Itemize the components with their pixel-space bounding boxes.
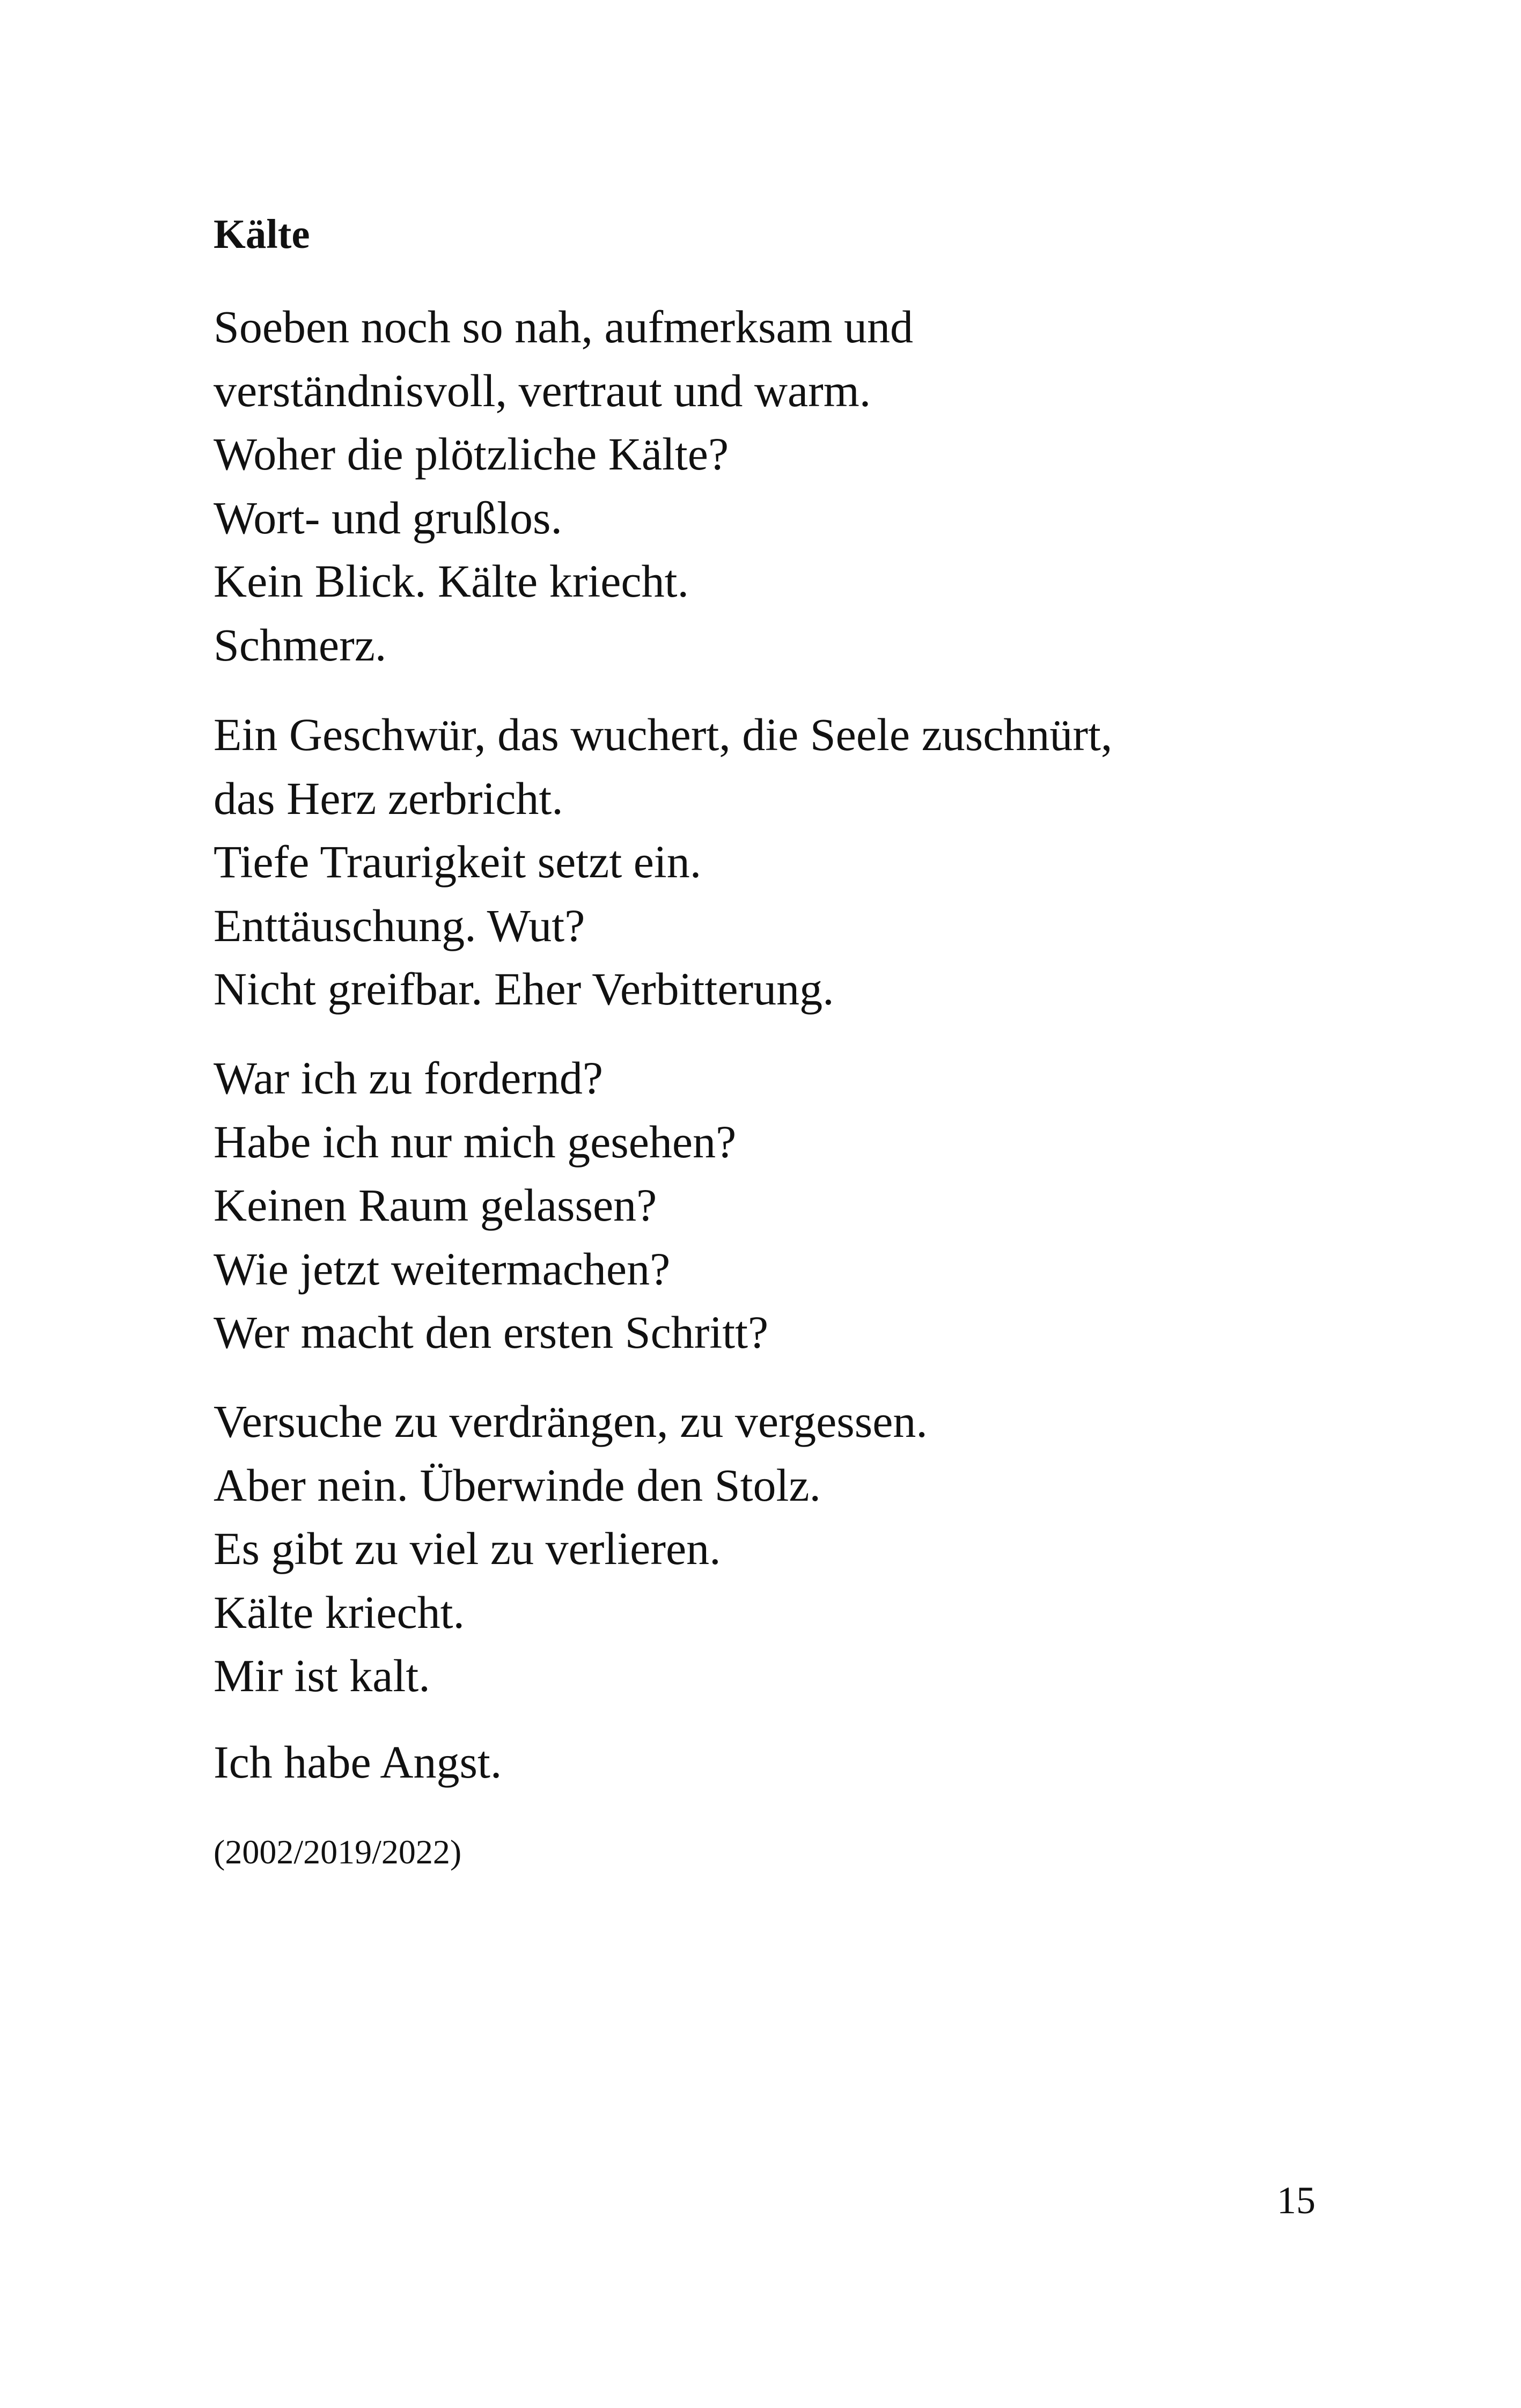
poem-line: Ich habe Angst. — [214, 1736, 502, 1788]
poem-line: Enttäuschung. Wut? — [214, 899, 585, 951]
poem-line: Keinen Raum gelassen? — [214, 1179, 657, 1231]
poem-line: Kälte kriecht. — [214, 1586, 465, 1638]
poem-line: Schmerz. — [214, 619, 387, 671]
poem-line: verständnisvoll, vertraut und warm. — [214, 364, 871, 416]
stanza — [214, 1730, 502, 1794]
poem-line: Aber nein. Überwinde den Stolz. — [214, 1459, 821, 1511]
poem-line: Mir ist kalt. — [214, 1650, 430, 1702]
poem-line: Es gibt zu viel zu verlieren. — [214, 1523, 721, 1575]
stanza — [214, 1046, 768, 1364]
poem-line: Woher die plötzliche Kälte? — [214, 428, 729, 480]
poem-line: Habe ich nur mich gesehen? — [214, 1115, 737, 1168]
poem-line: Nicht greifbar. Eher Verbitterung. — [214, 963, 834, 1015]
poem-line: War ich zu fordernd? — [214, 1052, 604, 1104]
poem-line: Wie jetzt weitermachen? — [214, 1243, 671, 1295]
poem-line: Ein Geschwür, das wuchert, die Seele zuschnürt, — [214, 709, 1113, 760]
poem-line: Kein Blick. Kälte kriecht. — [214, 555, 689, 607]
stanza — [214, 703, 1112, 1021]
stanza — [214, 1390, 928, 1708]
page-number: 15 — [1277, 2179, 1316, 2222]
poem-line: Tiefe Traurigkeit setzt ein. — [214, 836, 702, 888]
poem-line: Wer macht den ersten Schritt? — [214, 1306, 769, 1359]
poem-title: Kälte — [214, 211, 310, 257]
poem-line: Wort- und grußlos. — [214, 491, 562, 544]
poem-line: das Herz zerbricht. — [214, 772, 563, 824]
poem-date: (2002/2019/2022) — [214, 1833, 462, 1871]
poem-line: Soeben noch so nah, aufmerksam und — [214, 301, 914, 353]
poem-line: Versuche zu verdrängen, zu vergessen. — [214, 1396, 928, 1447]
stanza — [214, 295, 913, 677]
